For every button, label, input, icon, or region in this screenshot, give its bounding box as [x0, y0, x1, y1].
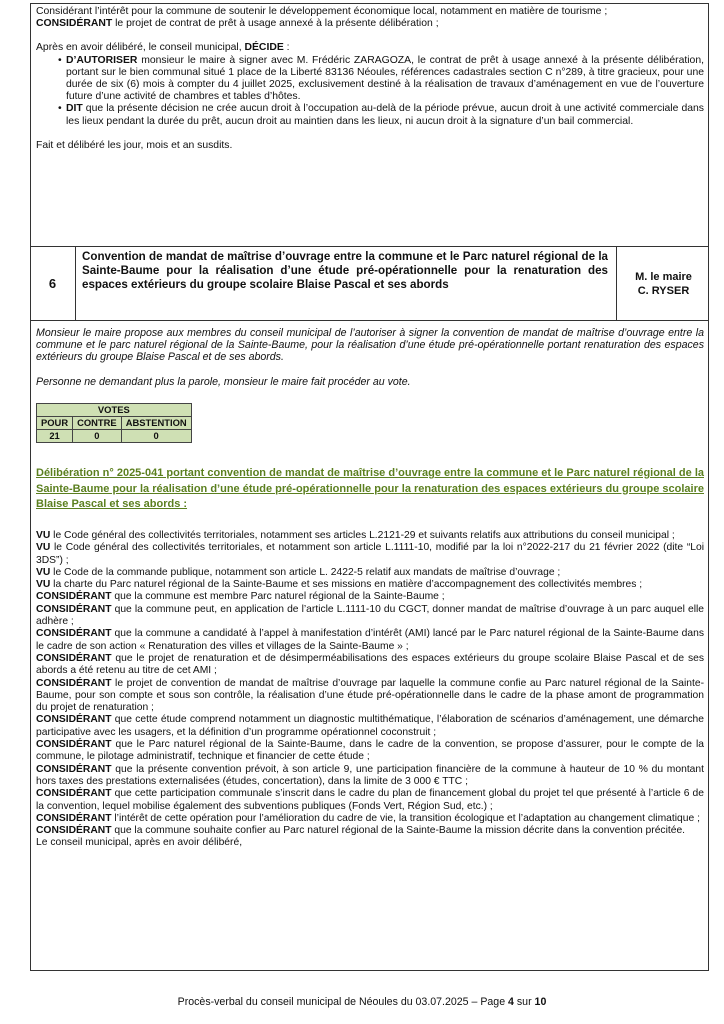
paragraph-keyword: CONSIDÉRANT — [36, 677, 112, 689]
deliberation-paragraph — [36, 567, 704, 579]
decision-item — [36, 103, 704, 127]
spacer — [36, 364, 704, 376]
deliberation-paragraph — [36, 714, 704, 739]
item-rapporteur — [616, 247, 710, 320]
item-bottom-border — [30, 320, 709, 321]
intro-section — [36, 6, 704, 152]
col-abstention: ABSTENTION — [121, 417, 191, 430]
paragraph-keyword: VU — [36, 566, 51, 578]
deliberation-paragraph — [36, 813, 704, 825]
votes-columns-row — [37, 417, 192, 430]
decision-keyword: DIT — [66, 103, 83, 115]
paragraph-keyword: CONSIDÉRANT — [36, 652, 112, 664]
paragraph-text: le projet de convention de mandat de maîtrise d’ouvrage par laquelle la commune confie au Parc naturel régional de la Sainte-Baume, pour son compte et sous son contrôle, la réalisation d’une étude pré-opérationnelle dans le cadre de la phase amont de programmation du projet de renaturation ; — [36, 677, 704, 714]
footer-page-total: 10 — [534, 996, 547, 1008]
considerant-interest: Considérant l’intérêt pour la commune de soutenir le développement économique local, notamment en matière de tourisme ; — [36, 6, 608, 17]
paragraph-text: que cette étude comprend notamment un diagnostic multithématique, l’élaboration de scénarios d’aménagement, une démarche participative avec les usagers, et la définition d’un programme opérationnel coconstruit ; — [36, 714, 704, 738]
paragraph-text: que le Parc naturel régional de la Sainte-Baume, dans le cadre de la convention, se propose d’assurer, pour le compte de la commune, le pilotage administratif, technique et financier de cette étude ; — [36, 739, 704, 763]
decide-tail: : — [283, 42, 290, 54]
deliberation-paragraph — [36, 579, 704, 591]
spacer — [36, 128, 704, 140]
deliberation-paragraph — [36, 628, 704, 653]
item-number: 6 — [30, 247, 76, 320]
paragraph-text: que cette participation communale s’inscrit dans le cadre du plan de financement global du projet tel que présenté à l’article 6 de la convention, lequel mobilise également des subventions publiques (Fonds Vert, Région Sud, etc.) ; — [36, 788, 704, 812]
val-contre: 0 — [73, 430, 122, 443]
decision-item — [36, 55, 704, 104]
considerant-contract — [36, 18, 704, 30]
paragraph-keyword: CONSIDÉRANT — [36, 739, 112, 751]
deliberation-paragraph — [36, 788, 704, 813]
deliberation-paragraph — [36, 604, 704, 629]
deliberation-paragraph — [36, 591, 704, 603]
paragraph-text: le Code général des collectivités territoriales, et notamment son article L.1111-10, modifié par la loi n°2022-217 du 21 février 2022 (dite “Loi 3DS”) ; — [36, 542, 704, 566]
paragraph-text: que la commune est membre Parc naturel régional de la Sainte-Baume ; — [111, 591, 445, 603]
paragraph-keyword: CONSIDÉRANT — [36, 714, 112, 726]
decision-intro-text: Après en avoir délibéré, le conseil municipal, — [36, 42, 245, 54]
paragraph-text: que la présente convention prévoit, à son article 9, une participation financière de la commune à hauteur de 10 % du montant hors taxes des prestations externalisées (études, concertation), dans la limite de 3 000 € TTC ; — [36, 763, 704, 787]
paragraph-keyword: CONSIDÉRANT — [36, 812, 112, 824]
deliberation-paragraph — [36, 739, 704, 764]
deliberation-body — [36, 530, 704, 850]
col-pour: POUR — [37, 417, 73, 430]
proposal-section — [36, 327, 704, 388]
deliberation-title: Délibération n° 2025-041 portant convention de mandat de maîtrise d’ouvrage entre la commune et le Parc naturel régional de la Sainte-Baume pour la réalisation d’une étude pré-opérationnelle pour la renaturation des espaces extérieurs du groupe scolaire Blaise Pascal et ses abords : — [36, 467, 704, 510]
paragraph-text: que la commune peut, en application de l’article L.1111-10 du CGCT, donner mandat de maîtrise d’ouvrage à un parc auquel elle adhère ; — [36, 603, 704, 628]
deliberation-paragraph — [36, 542, 704, 567]
votes-values-row — [37, 430, 192, 443]
votes-table — [36, 403, 192, 443]
paragraph-keyword: CONSIDÉRANT — [36, 591, 112, 603]
paragraph-text: le Code général des collectivités territoriales, notamment ses articles L.2121-29 et suivants relatifs aux attributions du conseil municipal ; — [50, 530, 675, 541]
footer-middle: sur — [513, 996, 535, 1008]
item-title: Convention de mandat de maîtrise d’ouvrage entre la commune et le Parc naturel régional de la Sainte-Baume pour la réalisation d’une étude pré-opérationnelle pour la renaturation des espaces extérieurs du groupe scolaire Blaise Pascal et ses abords — [82, 250, 608, 291]
col-contre: CONTRE — [73, 417, 122, 430]
deliberation-paragraph — [36, 678, 704, 715]
deliberation-closing: Le conseil municipal, après en avoir délibéré, — [36, 837, 243, 849]
paragraph-keyword: VU — [36, 530, 51, 541]
proposal-text: Monsieur le maire propose aux membres du conseil municipal de l’autoriser à signer la convention de mandat de maîtrise d’ouvrage entre la commune et le parc naturel régional de la Sainte-Baume, pour la réalisation d’une étude pré-opérationnelle portant renaturation des espaces extérieurs du groupe Blaise Pascal et de ses abords. — [36, 327, 704, 364]
deliberation-paragraph — [36, 764, 704, 789]
decision-text: monsieur le maire à signer avec M. Frédéric ZARAGOZA, le contrat de prêt à usage annexé à la présente délibération, portant sur le bien communal situé 1 place de la Liberté 83136 Néoules, références cadastrales section C n°289, à titre gracieux, pour une durée de six (6) mois à compter du 4 juillet 2025, exclusivement destiné à la réalisation de travaux d’aménagement en vue de l’ouverture future d’une activité de chambres et tables d’hôtes. — [66, 54, 704, 103]
paragraph-text: l’intérêt de cette opération pour l’amélioration du cadre de vie, la transition écologique et l’adaptation au changement climatique ; — [111, 812, 700, 824]
decision-text: que la présente décision ne crée aucun droit à l’occupation au-delà de la période prévue, aucun droit à une activité commerciale dans les lieux pendant la durée du prêt, aucun droit au maintien dans les lieux, ni aucun droit à la signature d’un bail commercial. — [66, 103, 704, 127]
decision-intro — [36, 42, 704, 54]
deliberation-paragraph — [36, 825, 704, 837]
val-pour: 21 — [37, 430, 73, 443]
paragraph-text: le Code de la commande publique, notamment son article L. 2422-5 relatif aux mandats de maîtrise d’ouvrage ; — [50, 566, 561, 578]
paragraph-text: que la commune a candidaté à l’appel à manifestation d’intérêt (AMI) lancé par le Parc naturel régional de la Sainte-Baume dans le cadre de son action « Renaturation des villes et villages de la Sainte-Baume » ; — [36, 628, 704, 652]
decision-list — [36, 55, 704, 128]
deliberation-paragraph — [36, 530, 704, 542]
footer-page-number: 4 — [508, 996, 514, 1008]
paragraph-text: la charte du Parc naturel régional de la Sainte-Baume et ses missions en matière d’accompagnement des collectivités membres ; — [50, 579, 643, 591]
votes-header-row — [37, 404, 192, 417]
considerant-keyword: CONSIDÉRANT — [36, 18, 113, 30]
agenda-item-row — [30, 247, 709, 320]
paragraph-keyword: VU — [36, 579, 51, 591]
vote-call-text: Personne ne demandant plus la parole, monsieur le maire fait procéder au vote. — [36, 375, 411, 388]
paragraph-text: que la commune souhaite confier au Parc naturel régional de la Sainte-Baume la mission décrite dans la convention précitée. — [111, 825, 686, 837]
paragraph-keyword: CONSIDÉRANT — [36, 788, 112, 800]
val-abstention: 0 — [121, 430, 191, 443]
spacer — [36, 30, 704, 42]
footer-prefix: Procès-verbal du conseil municipal de Néoules du 03.07.2025 – Page — [177, 996, 509, 1008]
decide-keyword: DÉCIDE — [244, 42, 284, 54]
paragraph-keyword: CONSIDÉRANT — [36, 763, 112, 775]
considerant-contract-text: le projet de contrat de prêt à usage annexé à la présente délibération ; — [112, 18, 439, 30]
paragraph-keyword: VU — [36, 542, 51, 554]
paragraph-keyword: CONSIDÉRANT — [36, 825, 112, 837]
bullet-icon: • — [58, 103, 62, 115]
fait-et-delibere: Fait et délibéré les jour, mois et an susdits. — [36, 139, 233, 151]
bullet-icon: • — [58, 54, 62, 66]
decision-keyword: D’AUTORISER — [66, 54, 138, 66]
deliberation-paragraph — [36, 653, 704, 678]
paragraph-keyword: CONSIDÉRANT — [36, 603, 112, 615]
rapporteur-line2: C. RYSER — [637, 284, 690, 297]
rapporteur-line1: M. le maire — [635, 270, 692, 283]
page-footer — [0, 996, 724, 1008]
paragraph-keyword: CONSIDÉRANT — [36, 628, 112, 640]
votes-header: VOTES — [37, 404, 192, 417]
paragraph-text: que le projet de renaturation et de désimperméabilisations des espaces extérieurs du groupe scolaire Blaise Pascal et de ses abords a été retenu au titre de cet AMI ; — [36, 652, 704, 677]
